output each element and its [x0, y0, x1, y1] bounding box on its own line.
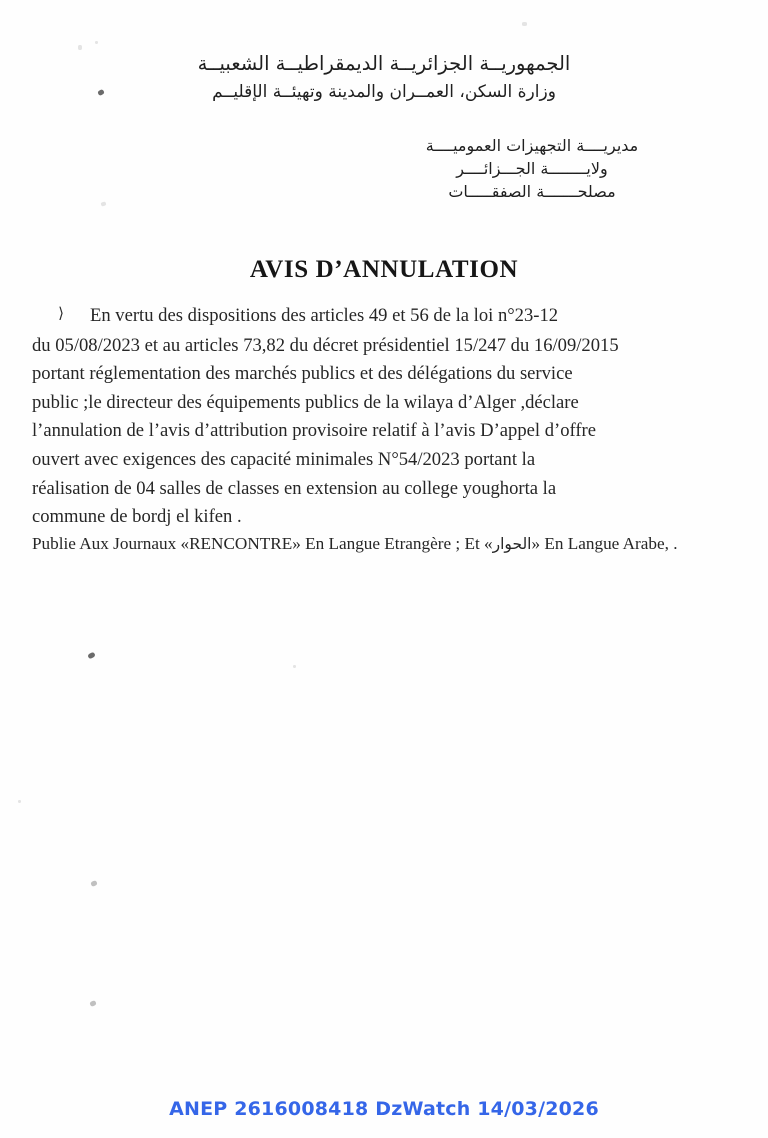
body-line: portant réglementation des marchés publics et des délégations du service: [32, 363, 573, 385]
body-paragraph: [32, 302, 672, 532]
body-line: ouvert avec exigences des capacité minimales N°54/2023 portant la: [32, 448, 536, 470]
republic-header-line: الجمهوريــة الجزائريــة الديمقراطيــة الشعبيــة: [197, 52, 571, 75]
scan-speck: [95, 41, 98, 44]
ministry-header-line: وزارة السكن، العمــران والمدينة وتهيئــة الإقليــم: [212, 82, 556, 102]
bullet-dash-icon: ⟩: [58, 306, 64, 322]
body-line: [32, 302, 672, 332]
publication-arabic-newspaper: الحوار: [492, 535, 532, 553]
publication-segment-1: Publie Aux Journaux «RENCONTRE» En Langue Etrangère ; Et «: [32, 534, 493, 553]
scan-speck: [90, 880, 98, 887]
body-line: réalisation de 04 salles de classes en extension au college youghorta la: [32, 477, 557, 499]
body-line: l’annulation de l’avis d’attribution provisoire relatif à l’avis D’appel d’offre: [32, 420, 596, 442]
scan-speck: [18, 800, 21, 803]
department-directorate-line: مديريــــة التجهيزات العموميــــة: [425, 136, 639, 155]
scan-speck: [78, 45, 82, 50]
body-line: du 05/08/2023 et au articles 73,82 du décret présidentiel 15/247 du 16/09/2015: [32, 334, 619, 356]
anep-footer: ANEP 2616008418 DzWatch 14/03/2026: [169, 1098, 599, 1120]
scan-speck: [100, 201, 106, 206]
scan-speck: [87, 652, 96, 660]
publication-note: [32, 531, 678, 557]
body-line: public ;le directeur des équipements publics de la wilaya d’Alger ,déclare: [32, 391, 579, 413]
scan-speck: [522, 22, 527, 26]
scan-speck: [293, 665, 296, 668]
publication-segment-2: » En Langue Arabe, .: [531, 534, 678, 553]
department-wilaya-line: ولايــــــــة الجـــزائــــر: [456, 159, 608, 178]
page-title: AVIS D’ANNULATION: [249, 256, 519, 283]
publication-text: [32, 531, 678, 557]
body-line: commune de bordj el kifen .: [32, 506, 242, 528]
body-line-text: En vertu des dispositions des articles 49 et 56 de la loi n°23-12: [90, 305, 559, 326]
scan-speck: [89, 1000, 97, 1007]
department-service-line: مصلحـــــــة الصفقـــــات: [448, 182, 616, 201]
